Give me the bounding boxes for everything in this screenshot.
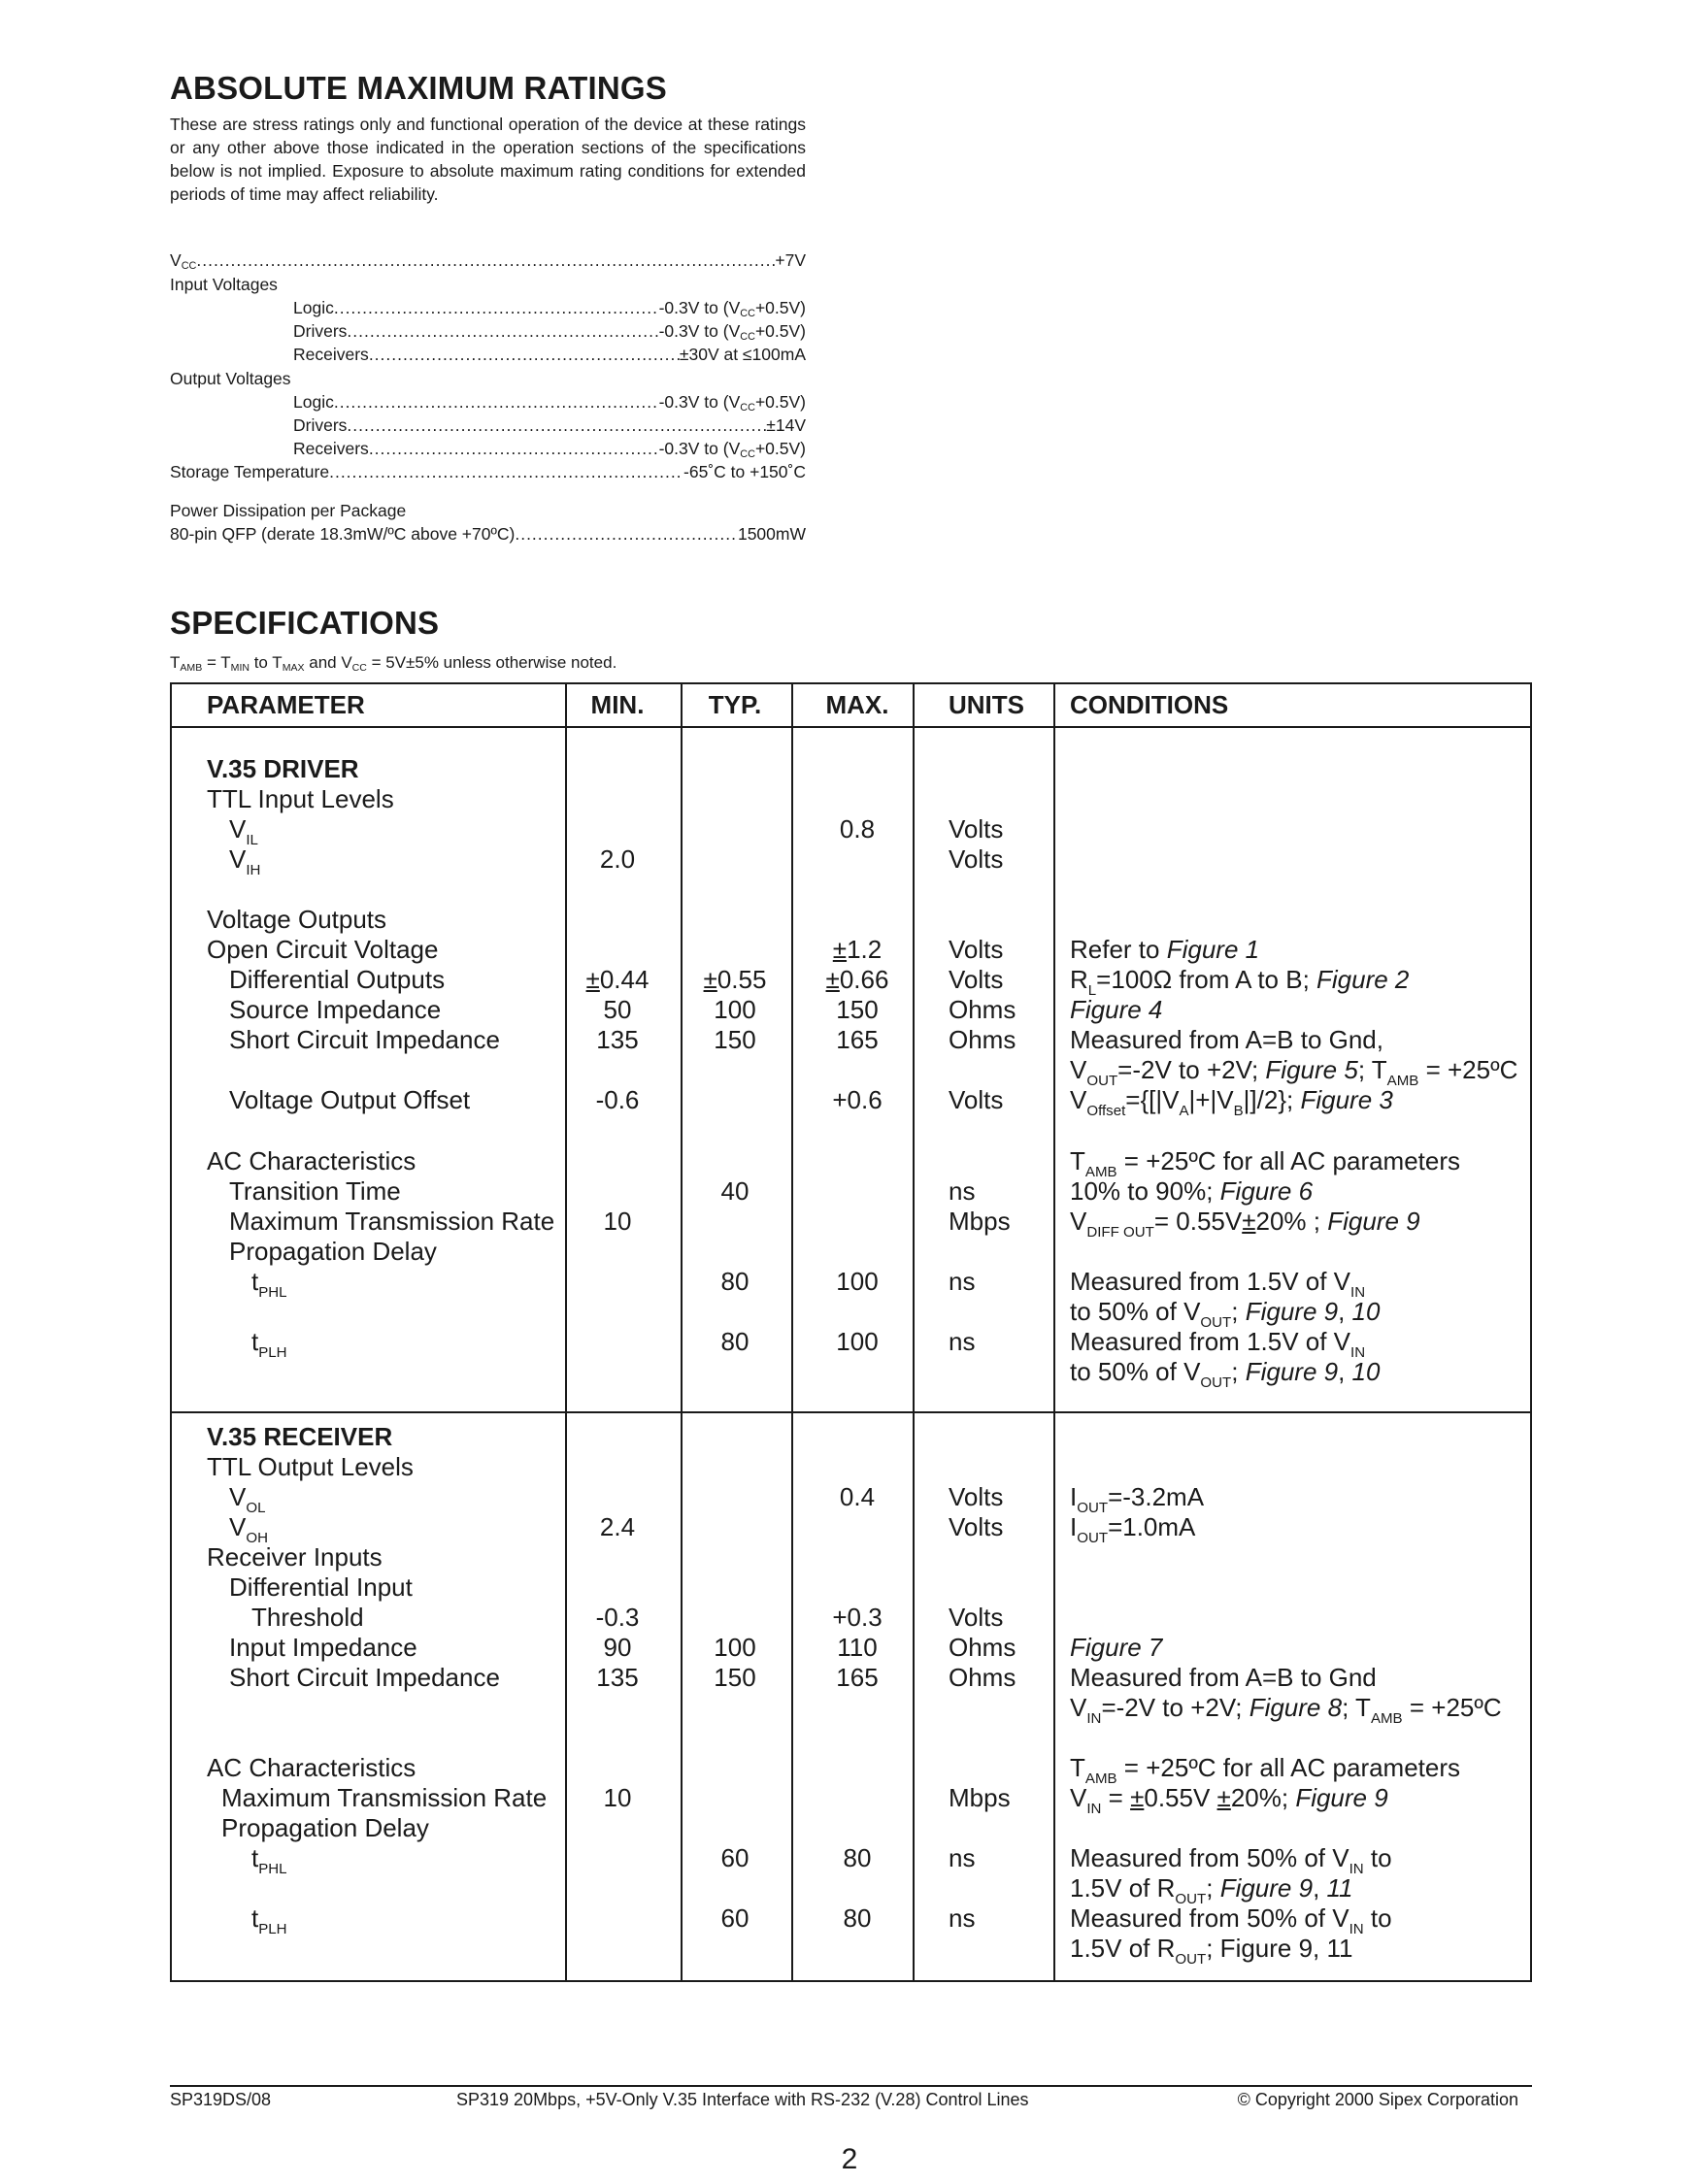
driver-propagation-delay: Propagation Delay [229, 1237, 437, 1266]
driver-transition-typ: 40 [720, 1176, 750, 1206]
driver-max-transmission-rate: Maximum Transmission Rate [229, 1207, 555, 1236]
receiver-propagation-delay: Propagation Delay [221, 1813, 429, 1842]
receiver-vol-units: Volts [949, 1482, 1004, 1511]
header-min: MIN. [590, 690, 645, 719]
driver-tplh-conditions-line1: Measured from 1.5V of $V_{IN}$ [1070, 1327, 1366, 1361]
amr-heading: ABSOLUTE MAXIMUM RATINGS [170, 70, 667, 106]
col-divider [565, 682, 567, 1982]
driver-tplh-typ: 80 [720, 1327, 750, 1356]
driver-offset-min: -0.6 [595, 1085, 640, 1114]
receiver-tplh-typ: 60 [720, 1903, 750, 1933]
col-divider [913, 682, 915, 1982]
receiver-tphl-units: ns [949, 1843, 976, 1872]
rating-input-drivers: Drivers ..... -0.3V to $(V_{CC}+0.5V)$ [293, 319, 806, 343]
driver-open-circuit-voltage: Open Circuit Voltage [207, 935, 439, 964]
receiver-max-transmission-rate: Maximum Transmission Rate [221, 1783, 548, 1812]
receiver-tphl-conditions-line1: Measured from 50% of $V_{IN}$ to [1070, 1843, 1392, 1877]
driver-oc-units: Volts [949, 935, 1004, 964]
receiver-ii-typ: 100 [714, 1633, 756, 1662]
driver-src-typ: 100 [714, 995, 756, 1024]
receiver-threshold-max: +0.3 [832, 1603, 883, 1632]
receiver-ii-units: Ohms [949, 1633, 1016, 1662]
driver-tphl-max: 100 [836, 1267, 879, 1296]
driver-voltage-output-offset: Voltage Output Offset [229, 1085, 471, 1114]
driver-source-impedance: Source Impedance [229, 995, 442, 1024]
rating-output-logic: Logic ..... -0.3V to $(V_{CC}+0.5V)$ [293, 390, 806, 414]
driver-tplh-conditions-line2: to 50% of $V_{OUT}$; Figure 9, 10 [1070, 1357, 1381, 1391]
receiver-sc-conditions-line2: $V_{IN}=-2V$ to +2V; Figure 8; $T_{AMB}$ = +25ºC [1070, 1693, 1502, 1727]
receiver-vol-max: 0.4 [839, 1482, 876, 1511]
driver-sc-conditions-line2: $V_{OUT}=-2V$ to +2V; Figure 5; $T_{AMB}$ = +25ºC [1070, 1055, 1518, 1089]
footer-doc-id: SP319DS/08 [170, 2090, 272, 2109]
col-divider [1053, 682, 1055, 1982]
rating-power-label: Power Dissipation per Package [170, 501, 407, 520]
driver-tphl-conditions-line1: Measured from 1.5V of $V_{IN}$ [1070, 1267, 1366, 1301]
header-typ: TYP. [708, 690, 762, 719]
footer-rule [170, 2085, 1532, 2087]
driver-tplh-label: $t_{PLH}$ [251, 1327, 287, 1361]
driver-tphl-label: $t_{PHL}$ [251, 1267, 287, 1301]
header-conditions: CONDITIONS [1070, 690, 1229, 719]
driver-diff-units: Volts [949, 965, 1004, 994]
receiver-sc-max: 165 [836, 1663, 879, 1692]
rating-input-logic: Logic ..... -0.3V to $(V_{CC}+0.5V)$ [293, 296, 806, 319]
driver-tphl-conditions-line2: to 50% of $V_{OUT}$; Figure 9, 10 [1070, 1297, 1381, 1331]
driver-transition-conditions: 10% to 90%; Figure 6 [1070, 1176, 1314, 1206]
rating-input-receivers: Receivers ..... ±30V at ≤100mA [293, 343, 806, 366]
driver-tphl-units: ns [949, 1267, 976, 1296]
driver-offset-conditions: $V_{Offset}=\{[|V_A|+|V_B|]/2\}$; Figure 3 [1070, 1085, 1393, 1119]
receiver-tplh-conditions-line1: Measured from 50% of $V_{IN}$ to [1070, 1903, 1392, 1937]
driver-diff-min: ±0.44 [585, 965, 650, 994]
receiver-rate-conditions: $V_{IN} = \pm 0.55V \pm 20\%$; Figure 9 [1070, 1783, 1388, 1817]
receiver-threshold-min: -0.3 [595, 1603, 640, 1632]
rating-output-voltages-label: Output Voltages [170, 369, 291, 388]
driver-transition-units: ns [949, 1176, 976, 1206]
driver-voltage-outputs: Voltage Outputs [207, 905, 387, 934]
driver-ttl-input-levels: TTL Input Levels [207, 784, 394, 813]
receiver-tphl-label: $t_{PHL}$ [251, 1843, 287, 1877]
driver-tplh-units: ns [949, 1327, 976, 1356]
col-divider [681, 682, 683, 1982]
page-number: 2 [841, 2143, 858, 2175]
driver-vih-min: 2.0 [599, 844, 636, 874]
driver-oc-conditions: Refer to Figure 1 [1070, 935, 1260, 964]
rating-output-receivers: Receivers ..... -0.3V to $(V_{CC}+0.5V)$ [293, 437, 806, 460]
receiver-voh-min: 2.4 [599, 1512, 636, 1541]
receiver-tplh-label: $t_{PLH}$ [251, 1903, 287, 1937]
amr-intro-paragraph: These are stress ratings only and functional operation of the device at these ratings or any other above those indicated in the operation sections of the specifications below is not implied. Exposure to absolute maximum rating conditions for extended periods of time may affect reliability. [170, 115, 806, 204]
receiver-inputs: Receiver Inputs [207, 1542, 383, 1572]
driver-vil-units: Volts [949, 814, 1004, 844]
driver-short-circuit-impedance: Short Circuit Impedance [229, 1025, 500, 1054]
driver-diff-typ: ±0.55 [703, 965, 767, 994]
receiver-tphl-conditions-line2: 1.5V of $R_{OUT}$; Figure 9, 11 [1070, 1873, 1353, 1907]
rating-power-qfp: 80-pin QFP (derate 18.3mW/ºC above +70ºC) ..... 1500mW [170, 522, 806, 546]
driver-src-max: 150 [836, 995, 879, 1024]
header-max: MAX. [825, 690, 889, 719]
receiver-voh-label: $V_{OH}$ [229, 1512, 268, 1546]
receiver-sc-conditions-line1: Measured from A=B to Gnd [1070, 1663, 1377, 1692]
receiver-ttl-output-levels: TTL Output Levels [207, 1452, 414, 1481]
driver-offset-max: +0.6 [832, 1085, 883, 1114]
receiver-tplh-conditions-line2: 1.5V of $R_{OUT}$; Figure 9, 11 [1070, 1934, 1353, 1968]
driver-vih-label: $V_{IH}$ [229, 844, 261, 878]
receiver-tplh-units: ns [949, 1903, 976, 1933]
receiver-rate-units: Mbps [949, 1783, 1011, 1812]
driver-oc-max: ±1.2 [832, 935, 883, 964]
receiver-ac-conditions: $T_{AMB}$ = +25ºC for all AC parameters [1070, 1753, 1461, 1787]
header-rule [170, 726, 1532, 728]
col-divider [791, 682, 793, 1982]
header-units: UNITS [949, 690, 1024, 719]
section-rule [170, 1411, 1532, 1413]
specifications-note: $T_{AMB} = T_{MIN}$ to $T_{MAX}$ and $V_{CC} = 5V\pm 5\%$ unless otherwise noted. [170, 653, 617, 674]
footer-copyright: © Copyright 2000 Sipex Corporation [1237, 2090, 1518, 2109]
rating-output-drivers: Drivers ..... ±14V [293, 414, 806, 437]
driver-vil-label: $V_{IL}$ [229, 814, 258, 848]
driver-vih-units: Volts [949, 844, 1004, 874]
receiver-tphl-typ: 60 [720, 1843, 750, 1872]
header-parameter: PARAMETER [207, 690, 365, 719]
receiver-sc-min: 135 [596, 1663, 639, 1692]
driver-section-title: V.35 DRIVER [207, 754, 359, 783]
driver-diff-max: ±0.66 [825, 965, 889, 994]
receiver-ii-min: 90 [603, 1633, 632, 1662]
driver-ac-conditions: $T_{AMB}$ = +25ºC for all AC parameters [1070, 1146, 1461, 1180]
footer-title: SP319 20Mbps, +5V-Only V.35 Interface with RS-232 (V.28) Control Lines [456, 2090, 1029, 2109]
driver-sc-min: 135 [596, 1025, 639, 1054]
receiver-tphl-max: 80 [843, 1843, 872, 1872]
driver-rate-min: 10 [603, 1207, 632, 1236]
receiver-voh-conditions: $I_{OUT}=1.0mA$ [1070, 1512, 1196, 1546]
receiver-differential-input: Differential Input [229, 1572, 413, 1602]
driver-offset-units: Volts [949, 1085, 1004, 1114]
driver-sc-conditions-line1: Measured from A=B to Gnd, [1070, 1025, 1383, 1054]
receiver-short-circuit-impedance: Short Circuit Impedance [229, 1663, 500, 1692]
receiver-voh-units: Volts [949, 1512, 1004, 1541]
driver-rate-conditions: $V_{DIFF OUT}= 0.55V\pm 20\%$ ; Figure 9 [1070, 1207, 1420, 1241]
driver-differential-outputs: Differential Outputs [229, 965, 446, 994]
receiver-ii-max: 110 [837, 1633, 878, 1662]
driver-rate-units: Mbps [949, 1207, 1011, 1236]
receiver-section-title: V.35 RECEIVER [207, 1422, 393, 1451]
driver-sc-typ: 150 [714, 1025, 756, 1054]
receiver-tplh-max: 80 [843, 1903, 872, 1933]
driver-vil-max: 0.8 [839, 814, 876, 844]
driver-transition-time: Transition Time [229, 1176, 401, 1206]
rating-storage-temperature: Storage Temperature ..... -65˚C to +150˚C [170, 460, 806, 483]
rating-input-voltages-label: Input Voltages [170, 275, 278, 294]
driver-diff-conditions: $R_L=100\Omega$ from A to B; Figure 2 [1070, 965, 1410, 999]
receiver-input-impedance: Input Impedance [229, 1633, 417, 1662]
driver-src-min: 50 [603, 995, 632, 1024]
receiver-sc-typ: 150 [714, 1663, 756, 1692]
receiver-vol-label: $V_{OL}$ [229, 1482, 266, 1516]
rating-vcc: $V_{CC}$ ..... +7V [170, 248, 806, 272]
receiver-ac-characteristics: AC Characteristics [207, 1753, 416, 1782]
driver-tplh-max: 100 [836, 1327, 879, 1356]
driver-ac-characteristics: AC Characteristics [207, 1146, 416, 1175]
driver-tphl-typ: 80 [720, 1267, 750, 1296]
receiver-vol-conditions: $I_{OUT}=-3.2mA$ [1070, 1482, 1205, 1516]
driver-sc-units: Ohms [949, 1025, 1016, 1054]
driver-src-units: Ohms [949, 995, 1016, 1024]
receiver-rate-min: 10 [603, 1783, 632, 1812]
specifications-heading: SPECIFICATIONS [170, 605, 440, 641]
receiver-threshold-units: Volts [949, 1603, 1004, 1632]
receiver-sc-units: Ohms [949, 1663, 1016, 1692]
receiver-threshold: Threshold [251, 1603, 364, 1632]
driver-src-conditions: Figure 4 [1070, 995, 1163, 1024]
receiver-ii-conditions: Figure 7 [1070, 1633, 1163, 1662]
driver-sc-max: 165 [836, 1025, 879, 1054]
